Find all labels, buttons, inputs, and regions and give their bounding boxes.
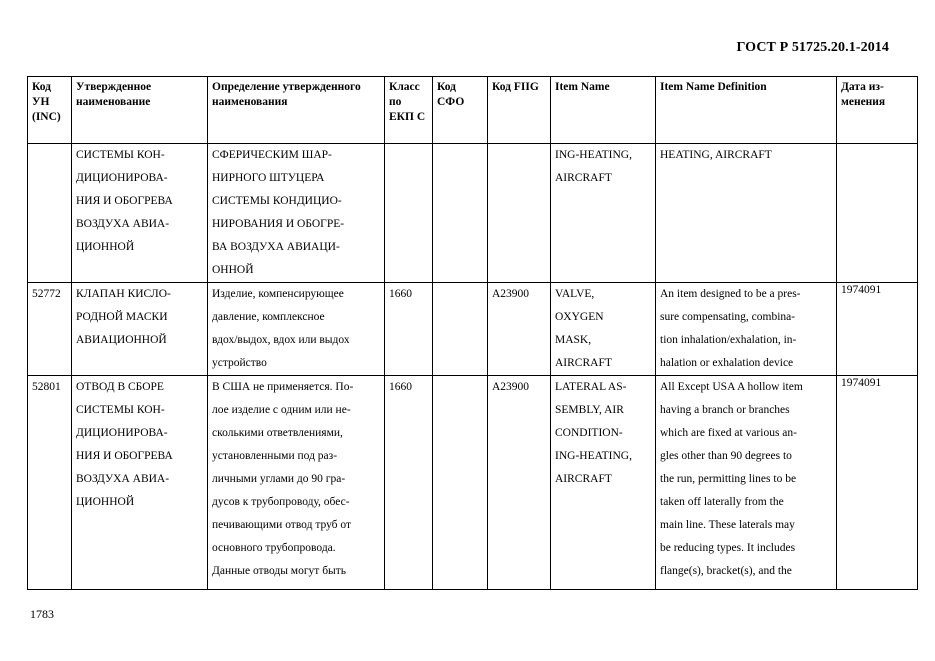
column-header-fiig: Код FIIG xyxy=(488,77,551,144)
cell-definition: Изделие, компенсирующее давление, комплексное вдох/выдох, вдох или выдох устройство xyxy=(208,283,385,376)
table-row xyxy=(28,283,918,376)
cell-sfo xyxy=(433,283,488,376)
document-standard-title: ГОСТ Р 51725.20.1-2014 xyxy=(736,40,889,55)
cell-fiig: A23900 xyxy=(488,376,551,590)
column-header-sfo: Код СФО xyxy=(433,77,488,144)
cell-definition: СФЕРИЧЕСКИМ ШАР- НИРНОГО ШТУЦЕРА СИСТЕМЫ КОНДИЦИО- НИРОВАНИЯ И ОБОГРЕ- ВА ВОЗДУХА АВИАЦИ- ОННОЙ xyxy=(208,144,385,283)
cell-definition: В США не применяется. По- лое изделие с одним или не- сколькими ответвлениями, установленными под раз- личными углами до 90 гра- дусов к трубопроводу, обес- печивающими отвод труб от основного трубопровода. Данные отводы могут быть xyxy=(208,376,385,590)
column-header-definition: Определение утвержденного наименования xyxy=(208,77,385,144)
cell-sfo xyxy=(433,144,488,283)
catalog-table xyxy=(27,76,918,590)
table-row xyxy=(28,144,918,283)
column-header-approved-name: Утвержденное наименование xyxy=(72,77,208,144)
cell-class xyxy=(385,144,433,283)
cell-approved-name: СИСТЕМЫ КОН- ДИЦИОНИРОВА- НИЯ И ОБОГРЕВА ВОЗДУХА АВИА- ЦИОННОЙ xyxy=(72,144,208,283)
cell-sfo xyxy=(433,376,488,590)
cell-approved-name: ОТВОД В СБОРЕ СИСТЕМЫ КОН- ДИЦИОНИРОВА- НИЯ И ОБОГРЕВА ВОЗДУХА АВИА- ЦИОННОЙ xyxy=(72,376,208,590)
cell-item-name-definition: HEATING, AIRCRAFT xyxy=(656,144,837,283)
cell-fiig: A23900 xyxy=(488,283,551,376)
column-header-change-date: Дата из- менения xyxy=(837,77,918,144)
page-number: 1783 xyxy=(30,607,54,621)
cell-item-name: LATERAL AS- SEMBLY, AIR CONDITION- ING-HEATING, AIRCRAFT xyxy=(551,376,656,590)
cell-item-name-definition: An item designed to be a pres- sure compensating, combina- tion inhalation/exhalation, in- halation or exhalation device xyxy=(656,283,837,376)
cell-inc: 52801 xyxy=(28,376,72,590)
table-header-row xyxy=(28,77,918,144)
column-header-item-name-definition: Item Name Definition xyxy=(656,77,837,144)
cell-fiig xyxy=(488,144,551,283)
cell-change-date xyxy=(837,144,918,283)
cell-inc xyxy=(28,144,72,283)
column-header-class: Класс по ЕКП С xyxy=(385,77,433,144)
cell-change-date: 1974091 xyxy=(837,283,918,376)
table-row xyxy=(28,376,918,590)
cell-change-date: 1974091 xyxy=(837,376,918,590)
cell-item-name: ING-HEATING, AIRCRAFT xyxy=(551,144,656,283)
cell-inc: 52772 xyxy=(28,283,72,376)
column-header-item-name: Item Name xyxy=(551,77,656,144)
cell-approved-name: КЛАПАН КИСЛО- РОДНОЙ МАСКИ АВИАЦИОННОЙ xyxy=(72,283,208,376)
cell-item-name-definition: All Except USA A hollow item having a branch or branches which are fixed at various an- gles other than 90 degrees to the run, permitting lines to be taken off laterally from the main line. These laterals may be reducing types. It includes flange(s), bracket(s), and the xyxy=(656,376,837,590)
cell-item-name: VALVE, OXYGEN MASK, AIRCRAFT xyxy=(551,283,656,376)
cell-class: 1660 xyxy=(385,283,433,376)
cell-class: 1660 xyxy=(385,376,433,590)
column-header-inc: Код УН (INC) xyxy=(28,77,72,144)
